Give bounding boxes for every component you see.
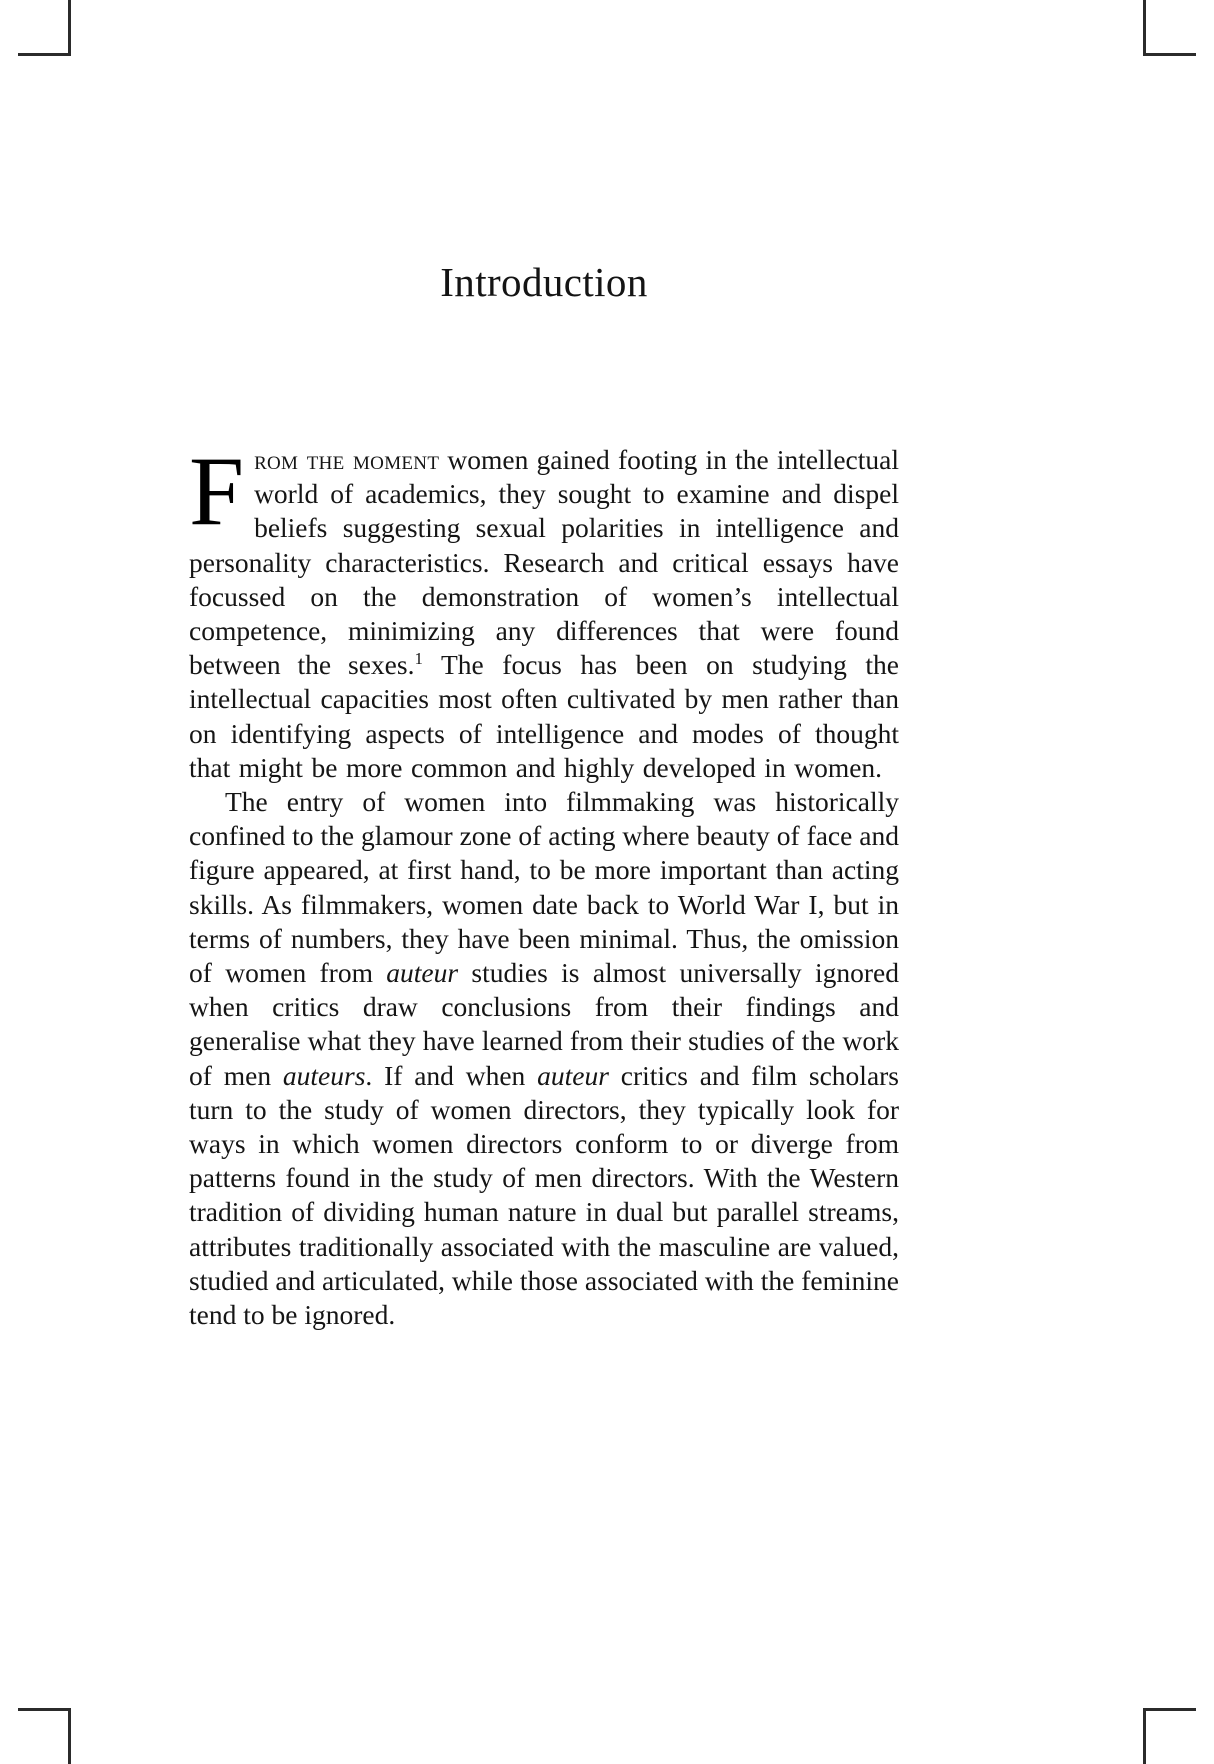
- drop-cap-letter: F: [189, 437, 245, 546]
- crop-mark-horizontal-line: [1143, 53, 1196, 56]
- crop-mark-vertical-line: [68, 0, 71, 56]
- paragraph-first-segment-a: women gained footing in the intellectual world of academics, they sought to examine and dispel beliefs suggesting sexual polarities in intelligence and personality characteristics. Research and critical essays have focussed on the demonstration of women’s intellectual competence, minimizing any differences that were found between the sexes.: [189, 444, 899, 681]
- paragraph-first-segment-b: The focus has been on studying the intellectual capacities most often cultivated by men rather than on identifying aspects of intelligence and modes of thought that might be more common and highly developed in women.: [189, 649, 899, 783]
- paragraph-second-part-4: critics and film scholars turn to the study of women directors, they typically look for ways in which women directors conform to or diverge from patterns found in the study of men directors. With the Western tradition of dividing human nature in dual but parallel streams, attributes traditionally associated with the masculine are valued, studied and articulated, while those associated with the feminine tend to be ignored.: [189, 1059, 900, 1331]
- crop-mark-horizontal-line: [18, 53, 71, 56]
- italic-term-auteur-2: auteur: [537, 1059, 609, 1091]
- paragraph-second-part-1: The entry of women into filmmaking was historically confined to the glamour zone of acting where beauty of face and figure appeared, at first hand, to be more important than acting skills. As filmmakers, women date back to World War I, but in terms of numbers, they have been minimal. Thus, the omission of women from: [189, 786, 899, 989]
- crop-mark-bottom-right: [1124, 1702, 1196, 1764]
- crop-mark-bottom-left: [18, 1702, 90, 1764]
- crop-mark-horizontal-line: [1143, 1708, 1196, 1711]
- crop-mark-vertical-line: [1143, 1708, 1146, 1764]
- paragraph-second-part-3: . If and when: [365, 1059, 538, 1091]
- italic-term-auteur-1: auteur: [386, 957, 459, 989]
- crop-mark-top-left: [18, 0, 90, 62]
- page-content: [189, 0, 899, 1332]
- footnote-marker[interactable]: 1: [414, 649, 423, 669]
- small-caps-opening: rom the moment: [254, 444, 440, 475]
- italic-term-auteurs: auteurs: [282, 1059, 366, 1091]
- crop-mark-top-right: [1124, 0, 1196, 62]
- page-title: Introduction: [440, 259, 648, 305]
- paragraph-first: [189, 437, 899, 785]
- crop-mark-horizontal-line: [18, 1708, 71, 1711]
- body-text-block: [189, 437, 900, 1332]
- paragraph-second-part-2: studies is almost universally ignored when critics draw conclusions from their findings and generalise what they have learned from their studies of the work of men: [189, 957, 899, 1091]
- crop-mark-vertical-line: [68, 1708, 71, 1764]
- paragraph-second: [189, 785, 899, 1332]
- crop-mark-vertical-line: [1143, 0, 1146, 56]
